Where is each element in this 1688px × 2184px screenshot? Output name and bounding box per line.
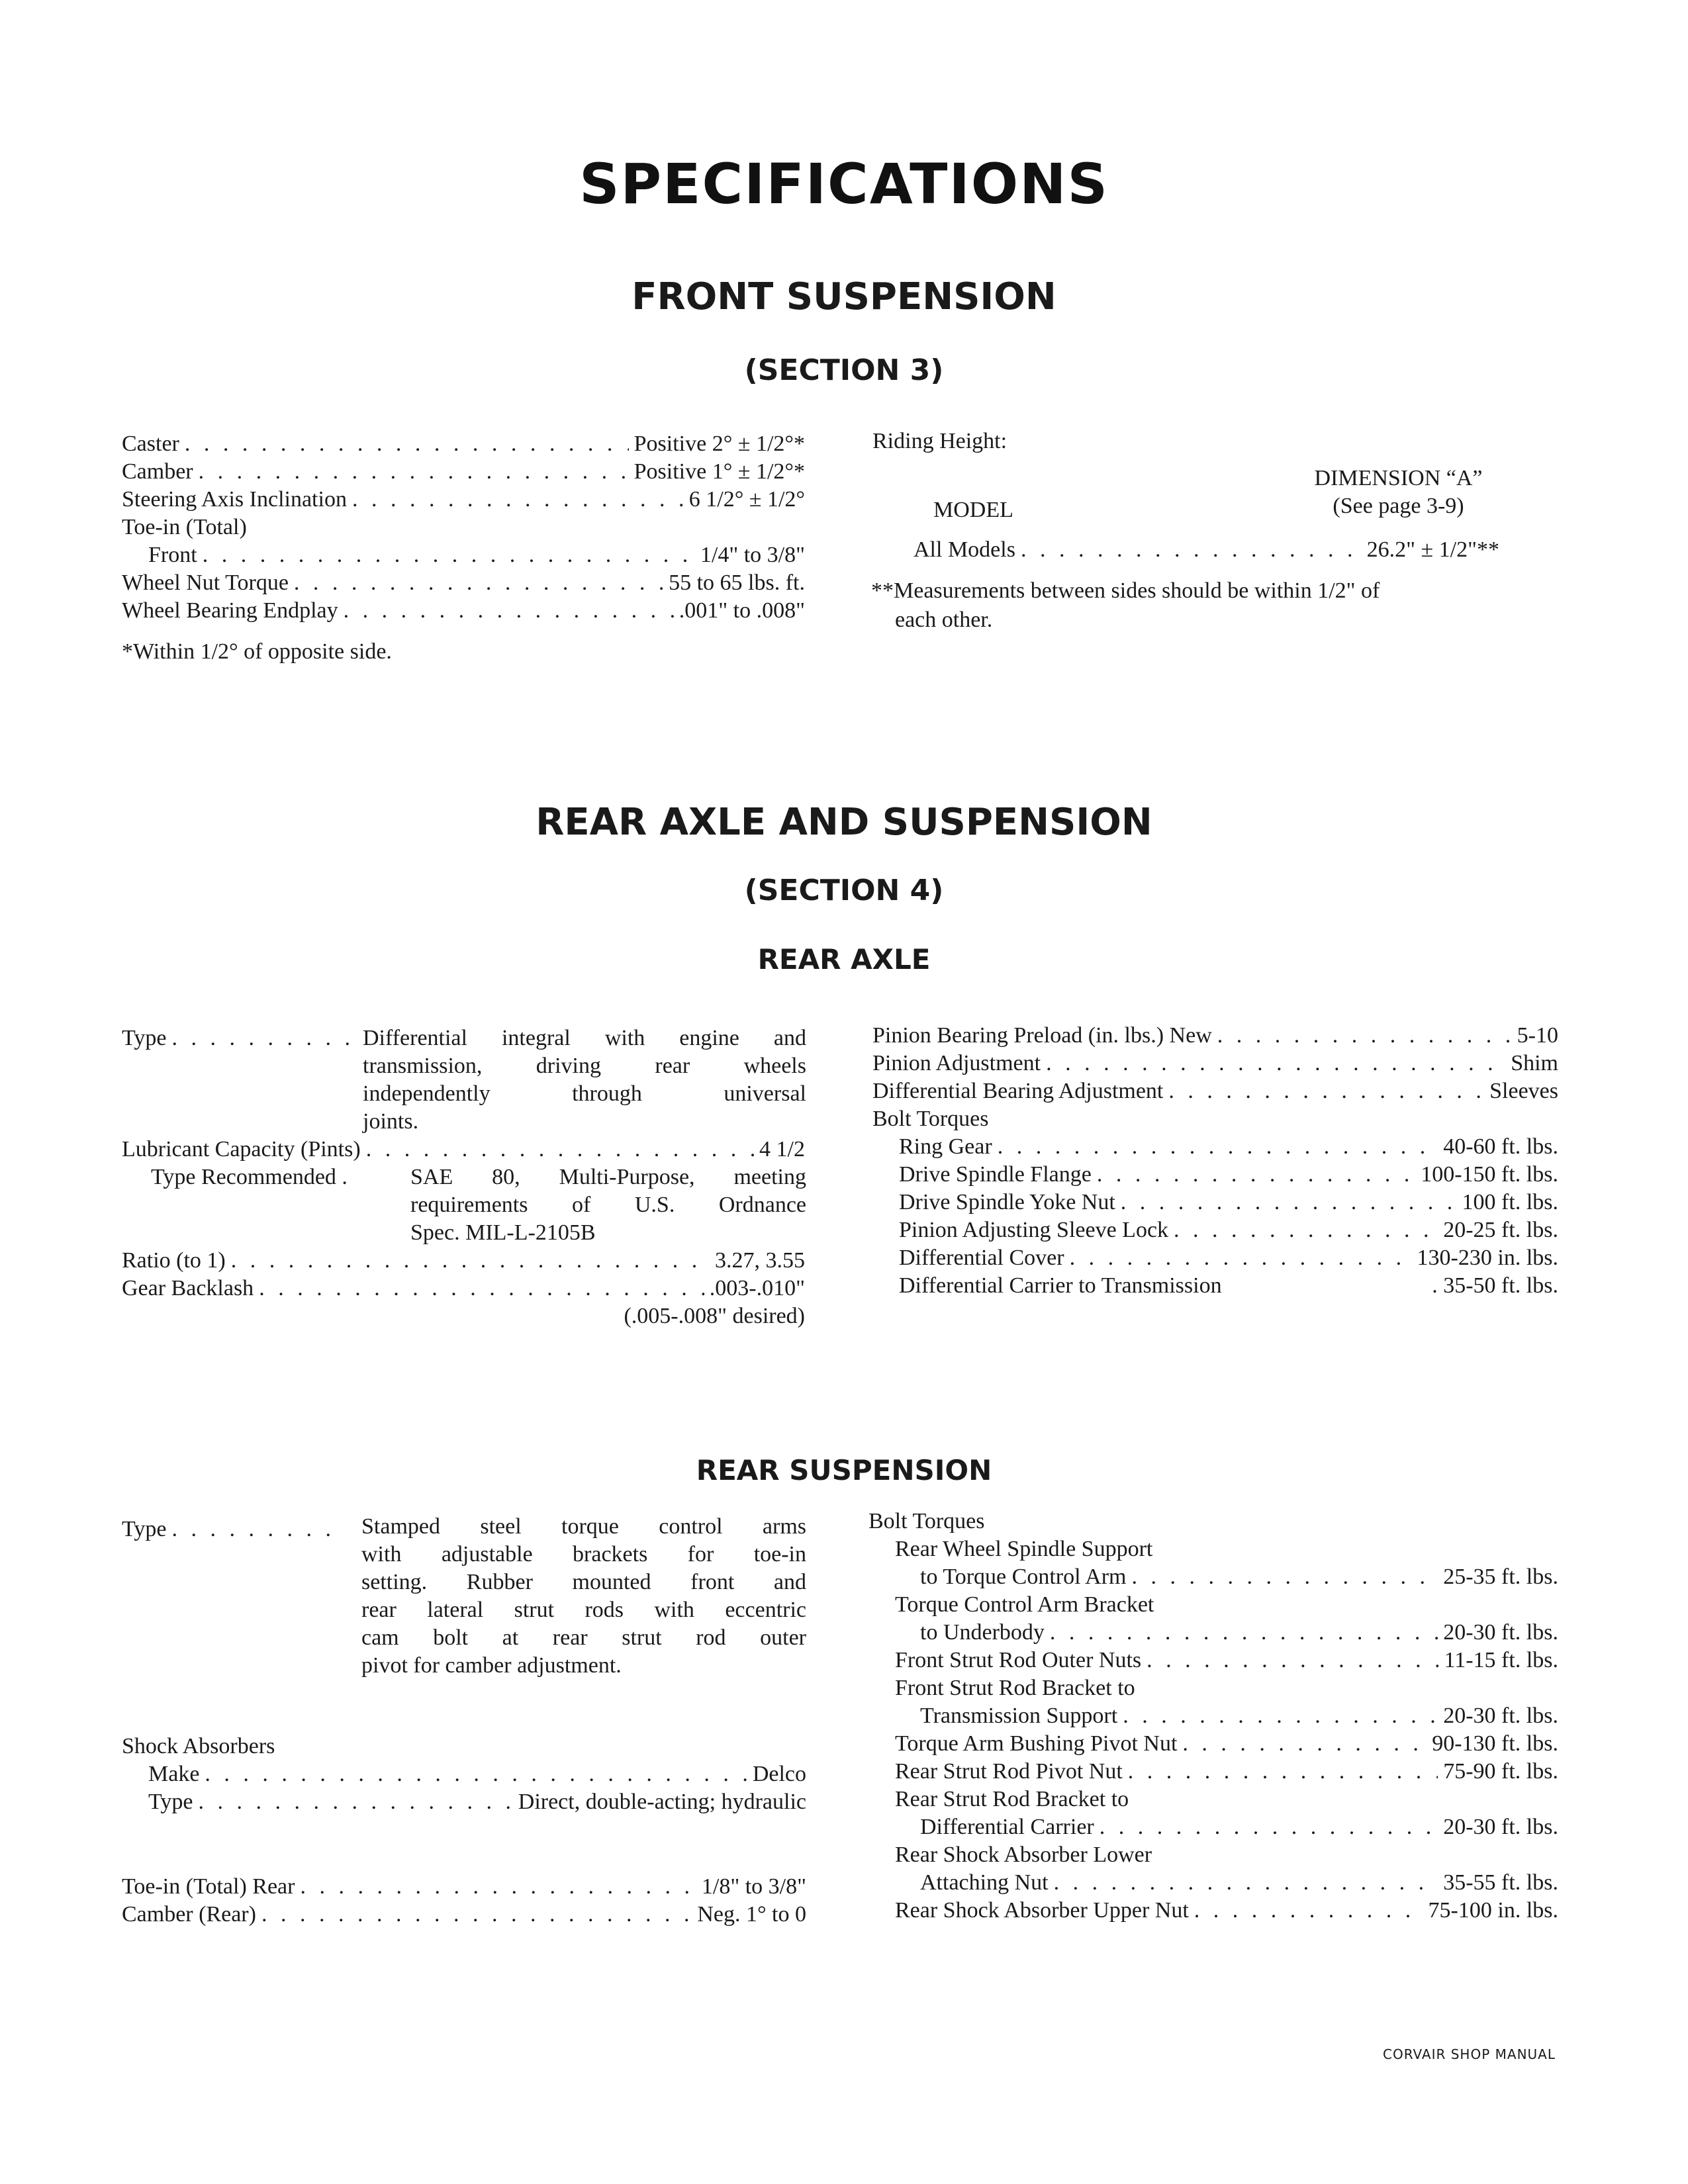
measurement-note-line-2: each other. <box>895 608 993 632</box>
description-line: independently through universal <box>363 1081 806 1106</box>
spec-row-wheel-nut-torque <box>122 569 805 597</box>
suspension-type-description <box>361 1513 806 1680</box>
description-line: setting. Rubber mounted front and <box>361 1570 806 1594</box>
spec-label: Front <box>148 543 197 567</box>
spec-value: 40-60 ft. lbs. <box>1443 1134 1558 1159</box>
spec-row-steering-axis <box>122 486 805 514</box>
description-line: cam bolt at rear strut rod outer <box>361 1625 806 1650</box>
spec-value: 20-30 ft. lbs. <box>1443 1815 1558 1839</box>
spec-label: Rear Shock Absorber Upper Nut <box>895 1898 1189 1923</box>
rear-section-label: (SECTION 4) <box>744 874 944 907</box>
type-recommended-description <box>410 1163 806 1247</box>
spec-label: Camber (Rear) <box>122 1902 256 1927</box>
spec-row-differential-carrier <box>872 1272 1558 1300</box>
description-line: SAE 80, Multi-Purpose, meeting <box>410 1165 806 1189</box>
spec-row-gear-backlash <box>122 1275 805 1302</box>
spec-value: 20-25 ft. lbs. <box>1443 1218 1558 1242</box>
manual-footer: CORVAIR SHOP MANUAL <box>1382 2046 1556 2062</box>
spec-label: Caster <box>122 432 179 456</box>
axle-right-column <box>872 1022 1558 1300</box>
description-line: Differential integral with engine and <box>363 1026 806 1050</box>
shock-absorbers-label: Shock Absorbers <box>122 1734 275 1758</box>
axle-lubricant-wrap <box>122 1136 805 1163</box>
footnote: *Within 1/2° of opposite side. <box>122 639 392 664</box>
spec-row-front-strut-outer-nuts <box>868 1647 1558 1674</box>
spec-row-rear-camber <box>122 1901 806 1929</box>
spec-row-shock-make <box>122 1760 806 1788</box>
spec-value: Shim <box>1511 1051 1558 1075</box>
description-line: Stamped steel torque control arms <box>361 1514 806 1539</box>
spec-row-lubricant-capacity <box>122 1136 805 1163</box>
spec-row-differential-bearing <box>872 1077 1558 1105</box>
spec-row-shock-lower-nut <box>868 1869 1558 1897</box>
model-label: MODEL <box>933 498 1013 522</box>
spec-row-toe-front <box>122 541 805 569</box>
spec-label: Ring Gear <box>899 1134 992 1159</box>
measurement-note-line-1: **Measurements between sides should be within 1/2" of <box>871 578 1380 603</box>
axle-ratio-wrap <box>122 1247 805 1330</box>
spec-value: Delco <box>752 1762 806 1786</box>
spec-label: to Torque Control Arm <box>920 1565 1127 1589</box>
spec-value: 5-10 <box>1517 1023 1558 1048</box>
description-line: joints. <box>363 1109 419 1134</box>
spec-value: 6 1/2° ± 1/2° <box>688 487 805 512</box>
spec-row-arm-bracket <box>868 1619 1558 1647</box>
spec-value: 26.2" ± 1/2"** <box>1366 537 1499 562</box>
spec-row-spindle-support <box>868 1563 1558 1591</box>
spec-label: Differential Carrier <box>920 1815 1094 1839</box>
riding-height-label: Riding Height: <box>872 429 1008 453</box>
spec-value: 3.27, 3.55 <box>715 1248 805 1273</box>
spec-row-drive-spindle-flange <box>872 1161 1558 1189</box>
suspension-type-label-row <box>122 1516 334 1543</box>
rear-axle-heading: REAR AXLE <box>757 943 931 976</box>
spec-value: Direct, double-acting; hydraulic <box>518 1790 806 1814</box>
spec-value: Neg. 1° to 0 <box>697 1902 806 1927</box>
spec-label: Differential Cover <box>899 1246 1064 1270</box>
shock-absorbers-block <box>122 1733 806 1816</box>
description-line: Spec. MIL-L-2105B <box>410 1220 596 1245</box>
description-line: requirements of U.S. Ordnance <box>410 1193 806 1217</box>
description-line: transmission, driving rear wheels <box>363 1054 806 1078</box>
spec-row-differential-cover <box>872 1244 1558 1272</box>
spec-value: 75-100 in. lbs. <box>1428 1898 1558 1923</box>
spec-row-pinion-preload <box>872 1022 1558 1050</box>
spec-value: . 35-50 ft. lbs. <box>1432 1273 1558 1298</box>
front-suspension-heading: FRONT SUSPENSION <box>632 275 1056 318</box>
spec-value: Positive 1° ± 1/2°* <box>633 459 805 484</box>
spec-label: Differential Bearing Adjustment <box>872 1079 1164 1103</box>
spec-label: Wheel Nut Torque <box>122 570 289 595</box>
spec-label: Ratio (to 1) <box>122 1248 226 1273</box>
spec-label: Type <box>148 1790 193 1814</box>
all-models-row-wrap <box>914 536 1499 564</box>
spec-label: Toe-in (Total) Rear <box>122 1874 295 1899</box>
spec-label: Drive Spindle Yoke Nut <box>899 1190 1115 1214</box>
front-left-column <box>122 430 805 666</box>
spec-value: 90-130 ft. lbs. <box>1432 1731 1558 1756</box>
spec-value: 100-150 ft. lbs. <box>1421 1162 1558 1187</box>
bolt-item-line: Rear Wheel Spindle Support <box>895 1537 1153 1561</box>
spec-label: All Models <box>914 537 1015 562</box>
spec-row-shock-type <box>122 1788 806 1816</box>
spec-value: 20-30 ft. lbs. <box>1443 1704 1558 1728</box>
spec-value: Positive 2° ± 1/2°* <box>633 432 805 456</box>
spec-row-rear-toe-in <box>122 1873 806 1901</box>
description-line: with adjustable brackets for toe-in <box>361 1542 806 1567</box>
spec-row-wheel-bearing-endplay <box>122 597 805 625</box>
suspension-bolt-torques <box>868 1508 1558 1925</box>
page-title: SPECIFICATIONS <box>579 152 1109 216</box>
spec-group-toe-in: Toe-in (Total) <box>122 515 247 539</box>
description-line: pivot for camber adjustment. <box>361 1653 622 1678</box>
spec-row-bushing-pivot-nut <box>868 1730 1558 1758</box>
axle-type-label-row <box>122 1024 360 1052</box>
spec-row-drive-spindle-yoke-nut <box>872 1189 1558 1216</box>
dimension-a-label: DIMENSION “A” <box>1314 466 1483 490</box>
spec-label: Torque Arm Bushing Pivot Nut <box>895 1731 1178 1756</box>
spec-value: 25-35 ft. lbs. <box>1443 1565 1558 1589</box>
bolt-item-line: Torque Control Arm Bracket <box>895 1592 1154 1617</box>
spec-label: Front Strut Rod Outer Nuts <box>895 1648 1142 1672</box>
rear-suspension-heading: REAR SUSPENSION <box>696 1454 992 1486</box>
spec-value: 130-230 in. lbs. <box>1417 1246 1558 1270</box>
spec-label: Lubricant Capacity (Pints) <box>122 1137 361 1161</box>
spec-row-all-models <box>914 536 1499 564</box>
front-section-label: (SECTION 3) <box>744 353 944 387</box>
spec-label: Attaching Nut <box>920 1870 1049 1895</box>
spec-value: 100 ft. lbs. <box>1462 1190 1558 1214</box>
spec-label: Drive Spindle Flange <box>899 1162 1092 1187</box>
spec-label: Rear Strut Rod Pivot Nut <box>895 1759 1123 1784</box>
spec-value: Sleeves <box>1489 1079 1558 1103</box>
bolt-torques-label: Bolt Torques <box>868 1509 985 1533</box>
spec-label: Pinion Adjustment <box>872 1051 1041 1075</box>
toe-camber-block <box>122 1873 806 1929</box>
spec-label: Camber <box>122 459 193 484</box>
spec-label: Pinion Adjusting Sleeve Lock <box>899 1218 1169 1242</box>
spec-label: to Underbody <box>920 1620 1045 1645</box>
rear-axle-suspension-heading: REAR AXLE AND SUSPENSION <box>536 801 1152 844</box>
spec-row-caster <box>122 430 805 458</box>
spec-value: .001" to .008" <box>679 598 805 623</box>
bolt-item-line: Rear Strut Rod Bracket to <box>895 1787 1129 1811</box>
spec-value: 1/8" to 3/8" <box>701 1874 806 1899</box>
backlash-desired-note: (.005-.008" desired) <box>624 1304 805 1328</box>
bolt-item-line: Front Strut Rod Bracket to <box>895 1676 1135 1700</box>
spec-value: 55 to 65 lbs. ft. <box>669 570 805 595</box>
spec-row-pinion-adjustment <box>872 1050 1558 1077</box>
spec-label: Differential Carrier to Transmission <box>899 1273 1222 1298</box>
spec-row-ratio <box>122 1247 805 1275</box>
spec-row-transmission-support <box>868 1702 1558 1730</box>
spec-value: 4 1/2 <box>759 1137 805 1161</box>
spec-value: 11-15 ft. lbs. <box>1444 1648 1558 1672</box>
spec-row-shock-upper-nut <box>868 1897 1558 1925</box>
description-line: rear lateral strut rods with eccentric <box>361 1598 806 1622</box>
spec-row-pinion-sleeve-lock <box>872 1216 1558 1244</box>
spec-value: 1/4" to 3/8" <box>700 543 805 567</box>
spec-row-strut-pivot-nut <box>868 1758 1558 1786</box>
spec-label: Make <box>148 1762 200 1786</box>
spec-value: 35-55 ft. lbs. <box>1443 1870 1558 1895</box>
spec-row-camber <box>122 458 805 486</box>
spec-label: Type <box>122 1026 167 1050</box>
spec-label: Transmission Support <box>920 1704 1118 1728</box>
spec-label: Steering Axis Inclination <box>122 487 347 512</box>
bolt-torques-label: Bolt Torques <box>872 1107 989 1131</box>
spec-label: Wheel Bearing Endplay <box>122 598 338 623</box>
axle-type-description <box>363 1024 806 1136</box>
type-recommended-label: Type Recommended . <box>151 1165 348 1189</box>
spec-label: Type <box>122 1517 167 1541</box>
spec-label: Gear Backlash <box>122 1276 254 1300</box>
spec-row-ring-gear <box>872 1133 1558 1161</box>
spec-value: .003-.010" <box>709 1276 805 1300</box>
spec-label: Pinion Bearing Preload (in. lbs.) New <box>872 1023 1212 1048</box>
bolt-item-line: Rear Shock Absorber Lower <box>895 1843 1152 1867</box>
see-page-note: (See page 3-9) <box>1333 494 1464 518</box>
spec-label: Type Recommended <box>151 1165 336 1189</box>
spec-value: 20-30 ft. lbs. <box>1443 1620 1558 1645</box>
spec-row-differential-carrier-bracket <box>868 1813 1558 1841</box>
spec-value: 75-90 ft. lbs. <box>1443 1759 1558 1784</box>
